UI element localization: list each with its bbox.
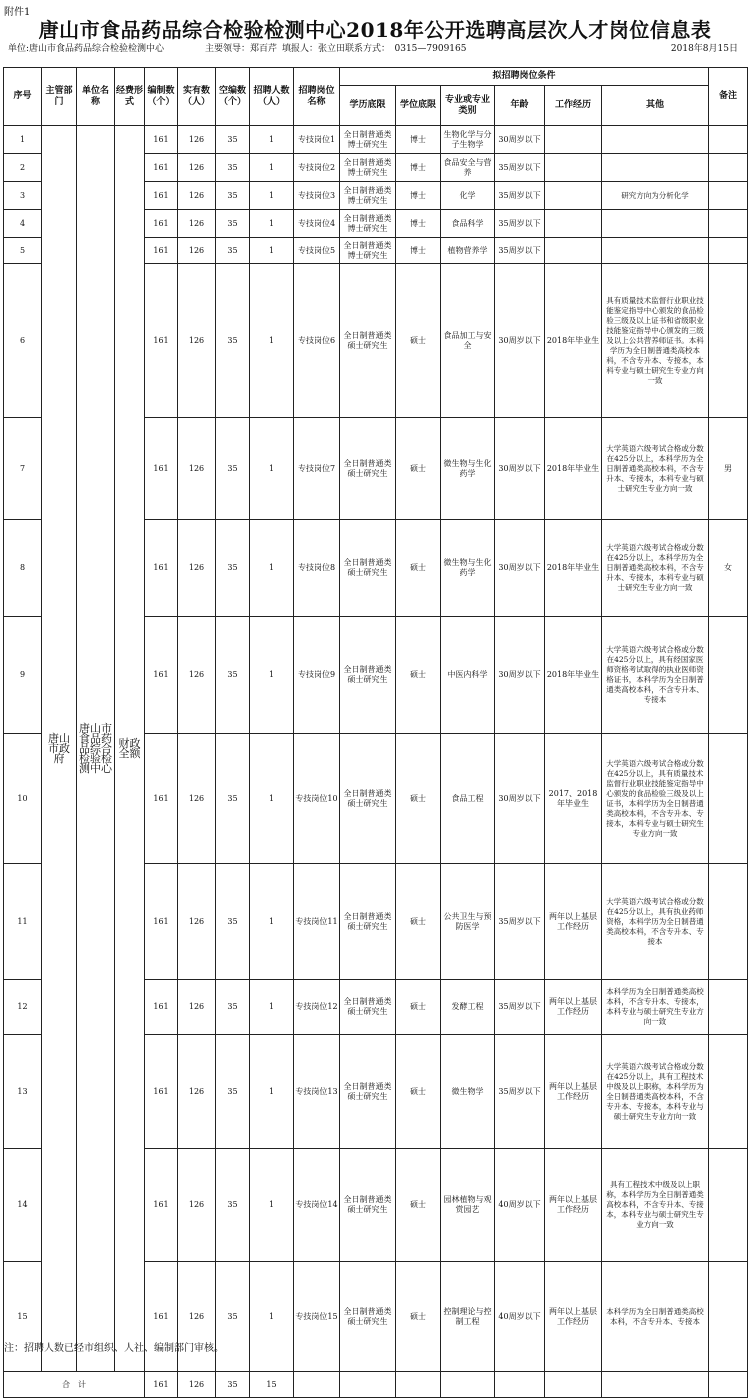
cell-edu: 全日制普通类硕士研究生 bbox=[340, 264, 396, 418]
contact-label: 联系方式： 0315—7909165 bbox=[345, 44, 467, 54]
cell-post: 专技岗位14 bbox=[294, 1149, 340, 1262]
cell-vacant: 35 bbox=[216, 238, 250, 264]
cell-vacant: 35 bbox=[216, 520, 250, 617]
cell-seq: 1 bbox=[4, 126, 42, 154]
cell-exp: 两年以上基层工作经历 bbox=[545, 1149, 602, 1262]
cell-remark bbox=[709, 210, 748, 238]
cell-vacant: 35 bbox=[216, 864, 250, 980]
cell-vacant: 35 bbox=[216, 1035, 250, 1149]
cell-vacant: 35 bbox=[216, 734, 250, 864]
cell-seq: 7 bbox=[4, 418, 42, 520]
cell-degree: 硕士 bbox=[396, 617, 441, 734]
cell-count: 1 bbox=[250, 520, 294, 617]
cell-edu: 全日制普通类硕士研究生 bbox=[340, 980, 396, 1035]
cell-remark bbox=[709, 734, 748, 864]
cell-quota: 161 bbox=[145, 1149, 178, 1262]
cell-remark bbox=[709, 182, 748, 210]
cell-age: 30周岁以下 bbox=[495, 264, 545, 418]
cell-vacant: 35 bbox=[216, 210, 250, 238]
cell-exp: 两年以上基层工作经历 bbox=[545, 980, 602, 1035]
cell-other: 具有质量技术监督行业职业技能鉴定指导中心颁发的食品检验三级及以上证书和省级职业技能鉴定指导中心颁发的三级及以上公共营养师证书。本科学历为全日制普通类高校本科，不含专升本、专接本，本科专业与硕士研究生专业方向一致 bbox=[602, 264, 709, 418]
cell-degree: 博士 bbox=[396, 154, 441, 182]
cell-major: 微生物学 bbox=[441, 1035, 495, 1149]
cell-degree: 硕士 bbox=[396, 1262, 441, 1372]
cell-degree: 博士 bbox=[396, 126, 441, 154]
cell-actual: 126 bbox=[178, 182, 216, 210]
cell-exp bbox=[545, 154, 602, 182]
total-empty-cell bbox=[545, 1372, 602, 1398]
total-empty-cell bbox=[602, 1372, 709, 1398]
cell-quota: 161 bbox=[145, 617, 178, 734]
header-quota: 编制数（个） bbox=[145, 68, 178, 126]
cell-major: 微生物与生化药学 bbox=[441, 520, 495, 617]
cell-other: 本科学历为全日制普通类高校本科，不含专升本、专接本，本科专业与硕士研究生专业方向一致 bbox=[602, 980, 709, 1035]
cell-count: 1 bbox=[250, 864, 294, 980]
cell-seq: 9 bbox=[4, 617, 42, 734]
cell-other bbox=[602, 154, 709, 182]
page-title: 唐山市食品药品综合检验检测中心2018年公开选聘高层次人才岗位信息表 bbox=[38, 18, 712, 42]
cell-major: 食品加工与安全 bbox=[441, 264, 495, 418]
cell-actual: 126 bbox=[178, 1035, 216, 1149]
cell-remark bbox=[709, 980, 748, 1035]
cell-remark bbox=[709, 617, 748, 734]
cell-seq: 2 bbox=[4, 154, 42, 182]
cell-exp bbox=[545, 126, 602, 154]
cell-exp: 两年以上基层工作经历 bbox=[545, 864, 602, 980]
cell-post: 专技岗位10 bbox=[294, 734, 340, 864]
cell-count: 1 bbox=[250, 154, 294, 182]
cell-remark bbox=[709, 154, 748, 182]
cell-age: 35周岁以下 bbox=[495, 182, 545, 210]
cell-edu: 全日制普通类博士研究生 bbox=[340, 238, 396, 264]
cell-major: 植物营养学 bbox=[441, 238, 495, 264]
cell-quota: 161 bbox=[145, 520, 178, 617]
cell-degree: 硕士 bbox=[396, 520, 441, 617]
cell-remark: 男 bbox=[709, 418, 748, 520]
cell-count: 1 bbox=[250, 182, 294, 210]
cell-degree: 博士 bbox=[396, 238, 441, 264]
total-empty-cell bbox=[495, 1372, 545, 1398]
cell-other: 大学英语六级考试合格或分数在425分以上，具有执业药师资格，本科学历为全日制普通类高校本科，不含专升本、专接本 bbox=[602, 864, 709, 980]
cell-edu: 全日制普通类硕士研究生 bbox=[340, 864, 396, 980]
cell-age: 35周岁以下 bbox=[495, 1035, 545, 1149]
cell-exp: 2018年毕业生 bbox=[545, 520, 602, 617]
cell-remark bbox=[709, 238, 748, 264]
cell-degree: 博士 bbox=[396, 210, 441, 238]
cell-other bbox=[602, 126, 709, 154]
cell-other: 大学英语六级考试合格或分数在425分以上，本科学历为全日制普通类高校本科，不含专升本、专接本，本科专业与硕士研究生专业方向一致 bbox=[602, 418, 709, 520]
header-conditions: 拟招聘岗位条件 bbox=[340, 68, 709, 86]
cell-other bbox=[602, 238, 709, 264]
cell-edu: 全日制普通类硕士研究生 bbox=[340, 1262, 396, 1372]
cell-quota: 161 bbox=[145, 734, 178, 864]
cell-edu: 全日制普通类博士研究生 bbox=[340, 210, 396, 238]
cell-count: 1 bbox=[250, 238, 294, 264]
cell-exp bbox=[545, 210, 602, 238]
header-other: 其他 bbox=[602, 86, 709, 126]
cell-count: 1 bbox=[250, 1262, 294, 1372]
cell-actual: 126 bbox=[178, 864, 216, 980]
cell-remark bbox=[709, 126, 748, 154]
cell-major: 控制理论与控制工程 bbox=[441, 1262, 495, 1372]
cell-major: 食品安全与营养 bbox=[441, 154, 495, 182]
cell-count: 1 bbox=[250, 264, 294, 418]
cell-age: 40周岁以下 bbox=[495, 1262, 545, 1372]
cell-actual: 126 bbox=[178, 264, 216, 418]
cell-exp: 2018年毕业生 bbox=[545, 264, 602, 418]
header-post: 招聘岗位名称 bbox=[294, 68, 340, 126]
cell-quota: 161 bbox=[145, 1035, 178, 1149]
cell-actual: 126 bbox=[178, 1262, 216, 1372]
unit-label: 单位:唐山市食品药品综合检验检测中心 bbox=[8, 44, 165, 54]
cell-actual: 126 bbox=[178, 1149, 216, 1262]
cell-count: 1 bbox=[250, 210, 294, 238]
cell-other: 本科学历为全日制普通类高校本科，不含专升本、专接本 bbox=[602, 1262, 709, 1372]
total-empty-cell bbox=[294, 1372, 340, 1398]
cell-major: 生物化学与分子生物学 bbox=[441, 126, 495, 154]
cell-dept: 唐山市政府 bbox=[42, 126, 77, 1372]
header-major: 专业或专业类别 bbox=[441, 86, 495, 126]
cell-seq: 12 bbox=[4, 980, 42, 1035]
cell-major: 园林植物与观赏园艺 bbox=[441, 1149, 495, 1262]
cell-other: 大学英语六级考试合格或分数在425分以上，具有质量技术监督行业职业技能鉴定指导中心颁发的食品检验三级及以上证书，本科学历为全日制普通类高校本科，不含专升本、专接本，本科专业与硕士研究生专业方向一致 bbox=[602, 734, 709, 864]
total-quota: 161 bbox=[145, 1372, 178, 1398]
cell-edu: 全日制普通类硕士研究生 bbox=[340, 1149, 396, 1262]
cell-vacant: 35 bbox=[216, 154, 250, 182]
cell-seq: 13 bbox=[4, 1035, 42, 1149]
cell-actual: 126 bbox=[178, 617, 216, 734]
cell-actual: 126 bbox=[178, 980, 216, 1035]
positions-table bbox=[3, 67, 748, 1398]
cell-other: 大学英语六级考试合格或分数在425分以上，具有经国家医师资格考试取得的执业医师资格证书，本科学历为全日制普通类高校本科，不含专升本、专接本 bbox=[602, 617, 709, 734]
cell-post: 专技岗位6 bbox=[294, 264, 340, 418]
cell-quota: 161 bbox=[145, 126, 178, 154]
cell-post: 专技岗位4 bbox=[294, 210, 340, 238]
cell-quota: 161 bbox=[145, 182, 178, 210]
cell-post: 专技岗位13 bbox=[294, 1035, 340, 1149]
header-actual: 实有数（人） bbox=[178, 68, 216, 126]
cell-major: 食品工程 bbox=[441, 734, 495, 864]
total-row bbox=[4, 1372, 748, 1398]
cell-age: 30周岁以下 bbox=[495, 617, 545, 734]
cell-vacant: 35 bbox=[216, 182, 250, 210]
cell-edu: 全日制普通类博士研究生 bbox=[340, 182, 396, 210]
cell-actual: 126 bbox=[178, 154, 216, 182]
cell-post: 专技岗位1 bbox=[294, 126, 340, 154]
header-unit: 单位名称 bbox=[77, 68, 115, 126]
cell-quota: 161 bbox=[145, 418, 178, 520]
cell-age: 35周岁以下 bbox=[495, 238, 545, 264]
total-empty-cell bbox=[441, 1372, 495, 1398]
cell-post: 专技岗位7 bbox=[294, 418, 340, 520]
cell-remark bbox=[709, 1149, 748, 1262]
cell-quota: 161 bbox=[145, 238, 178, 264]
cell-age: 30周岁以下 bbox=[495, 734, 545, 864]
cell-remark bbox=[709, 1262, 748, 1372]
cell-seq: 10 bbox=[4, 734, 42, 864]
cell-remark bbox=[709, 1035, 748, 1149]
cell-edu: 全日制普通类硕士研究生 bbox=[340, 617, 396, 734]
header-funding: 经费形式 bbox=[115, 68, 145, 126]
cell-major: 化学 bbox=[441, 182, 495, 210]
cell-exp: 两年以上基层工作经历 bbox=[545, 1035, 602, 1149]
cell-remark bbox=[709, 264, 748, 418]
cell-actual: 126 bbox=[178, 734, 216, 864]
cell-seq: 14 bbox=[4, 1149, 42, 1262]
cell-degree: 硕士 bbox=[396, 980, 441, 1035]
cell-count: 1 bbox=[250, 418, 294, 520]
cell-age: 35周岁以下 bbox=[495, 864, 545, 980]
cell-major: 公共卫生与预防医学 bbox=[441, 864, 495, 980]
cell-count: 1 bbox=[250, 1149, 294, 1262]
cell-post: 专技岗位3 bbox=[294, 182, 340, 210]
cell-age: 35周岁以下 bbox=[495, 154, 545, 182]
cell-age: 35周岁以下 bbox=[495, 980, 545, 1035]
cell-seq: 4 bbox=[4, 210, 42, 238]
cell-edu: 全日制普通类博士研究生 bbox=[340, 154, 396, 182]
cell-age: 30周岁以下 bbox=[495, 520, 545, 617]
cell-remark: 女 bbox=[709, 520, 748, 617]
cell-actual: 126 bbox=[178, 418, 216, 520]
cell-degree: 博士 bbox=[396, 182, 441, 210]
cell-edu: 全日制普通类硕士研究生 bbox=[340, 520, 396, 617]
cell-degree: 硕士 bbox=[396, 864, 441, 980]
cell-quota: 161 bbox=[145, 210, 178, 238]
total-label: 合 计 bbox=[4, 1372, 145, 1398]
cell-age: 35周岁以下 bbox=[495, 210, 545, 238]
cell-exp: 2018年毕业生 bbox=[545, 418, 602, 520]
cell-count: 1 bbox=[250, 734, 294, 864]
cell-degree: 硕士 bbox=[396, 1035, 441, 1149]
cell-vacant: 35 bbox=[216, 1149, 250, 1262]
cell-edu: 全日制普通类硕士研究生 bbox=[340, 734, 396, 864]
cell-actual: 126 bbox=[178, 126, 216, 154]
cell-post: 专技岗位12 bbox=[294, 980, 340, 1035]
cell-major: 发酵工程 bbox=[441, 980, 495, 1035]
cell-edu: 全日制普通类硕士研究生 bbox=[340, 418, 396, 520]
cell-count: 1 bbox=[250, 617, 294, 734]
cell-degree: 硕士 bbox=[396, 734, 441, 864]
cell-exp bbox=[545, 238, 602, 264]
cell-post: 专技岗位8 bbox=[294, 520, 340, 617]
lead-label: 主要领导：郑百芹 bbox=[205, 44, 278, 54]
cell-seq: 3 bbox=[4, 182, 42, 210]
cell-post: 专技岗位5 bbox=[294, 238, 340, 264]
total-count: 15 bbox=[250, 1372, 294, 1398]
header-vacant: 空编数（个） bbox=[216, 68, 250, 126]
cell-post: 专技岗位11 bbox=[294, 864, 340, 980]
cell-other: 大学英语六级考试合格或分数在425分以上，本科学历为全日制普通类高校本科，不含专升本、专接本，本科专业与硕士研究生专业方向一致 bbox=[602, 520, 709, 617]
cell-edu: 全日制普通类博士研究生 bbox=[340, 126, 396, 154]
total-empty-cell bbox=[340, 1372, 396, 1398]
cell-vacant: 35 bbox=[216, 617, 250, 734]
header-age: 年龄 bbox=[495, 86, 545, 126]
date-label: 2018年8月15日 bbox=[670, 44, 738, 54]
cell-degree: 硕士 bbox=[396, 264, 441, 418]
cell-unit-name: 唐山市食品药品综合检验检测中心 bbox=[77, 126, 115, 1372]
table-row bbox=[4, 126, 748, 154]
cell-major: 食品科学 bbox=[441, 210, 495, 238]
cell-count: 1 bbox=[250, 980, 294, 1035]
cell-post: 专技岗位2 bbox=[294, 154, 340, 182]
header-edu: 学历底限 bbox=[340, 86, 396, 126]
cell-seq: 8 bbox=[4, 520, 42, 617]
cell-exp: 两年以上基层工作经历 bbox=[545, 1262, 602, 1372]
cell-major: 微生物与生化药学 bbox=[441, 418, 495, 520]
cell-exp: 2017、2018年毕业生 bbox=[545, 734, 602, 864]
cell-vacant: 35 bbox=[216, 126, 250, 154]
cell-other: 大学英语六级考试合格或分数在425分以上，具有工程技术中级及以上职称，本科学历为全日制普通类高校本科，不含专升本、专接本，本科专业与硕士研究生专业方向一致 bbox=[602, 1035, 709, 1149]
cell-actual: 126 bbox=[178, 520, 216, 617]
header-degree: 学位底限 bbox=[396, 86, 441, 126]
header-remark: 备注 bbox=[709, 68, 748, 126]
cell-post: 专技岗位15 bbox=[294, 1262, 340, 1372]
header-exp: 工作经历 bbox=[545, 86, 602, 126]
cell-seq: 5 bbox=[4, 238, 42, 264]
footnote: 注：招聘人数已经市组织、人社、编制部门审核。 bbox=[4, 1343, 224, 1354]
total-empty-cell bbox=[396, 1372, 441, 1398]
cell-age: 40周岁以下 bbox=[495, 1149, 545, 1262]
cell-post: 专技岗位9 bbox=[294, 617, 340, 734]
cell-quota: 161 bbox=[145, 264, 178, 418]
cell-actual: 126 bbox=[178, 238, 216, 264]
header-dept: 主管部门 bbox=[42, 68, 77, 126]
total-empty-cell bbox=[709, 1372, 748, 1398]
cell-count: 1 bbox=[250, 1035, 294, 1149]
cell-other: 具有工程技术中级及以上职称，本科学历为全日制普通类高校本科，不含专升本、专接本，本科专业与硕士研究生专业方向一致 bbox=[602, 1149, 709, 1262]
cell-age: 30周岁以下 bbox=[495, 418, 545, 520]
cell-quota: 161 bbox=[145, 154, 178, 182]
cell-exp bbox=[545, 182, 602, 210]
header-seq: 序号 bbox=[4, 68, 42, 126]
cell-vacant: 35 bbox=[216, 264, 250, 418]
cell-major: 中医内科学 bbox=[441, 617, 495, 734]
annex-label: 附件1 bbox=[4, 7, 31, 18]
cell-quota: 161 bbox=[145, 864, 178, 980]
cell-count: 1 bbox=[250, 126, 294, 154]
cell-funding: 财政全额 bbox=[115, 126, 145, 1372]
filler-label: 填报人：张立田 bbox=[282, 44, 346, 54]
cell-other: 研究方向为分析化学 bbox=[602, 182, 709, 210]
cell-edu: 全日制普通类硕士研究生 bbox=[340, 1035, 396, 1149]
cell-vacant: 35 bbox=[216, 980, 250, 1035]
cell-quota: 161 bbox=[145, 1262, 178, 1372]
header-count: 招聘人数（人） bbox=[250, 68, 294, 126]
cell-seq: 11 bbox=[4, 864, 42, 980]
cell-vacant: 35 bbox=[216, 418, 250, 520]
total-vacant: 35 bbox=[216, 1372, 250, 1398]
cell-quota: 161 bbox=[145, 980, 178, 1035]
cell-remark bbox=[709, 864, 748, 980]
total-actual: 126 bbox=[178, 1372, 216, 1398]
cell-degree: 硕士 bbox=[396, 418, 441, 520]
cell-actual: 126 bbox=[178, 210, 216, 238]
cell-exp: 2018年毕业生 bbox=[545, 617, 602, 734]
cell-seq: 6 bbox=[4, 264, 42, 418]
cell-seq: 15 bbox=[4, 1262, 42, 1372]
cell-degree: 硕士 bbox=[396, 1149, 441, 1262]
cell-other bbox=[602, 210, 709, 238]
cell-age: 30周岁以下 bbox=[495, 126, 545, 154]
cell-vacant: 35 bbox=[216, 1262, 250, 1372]
